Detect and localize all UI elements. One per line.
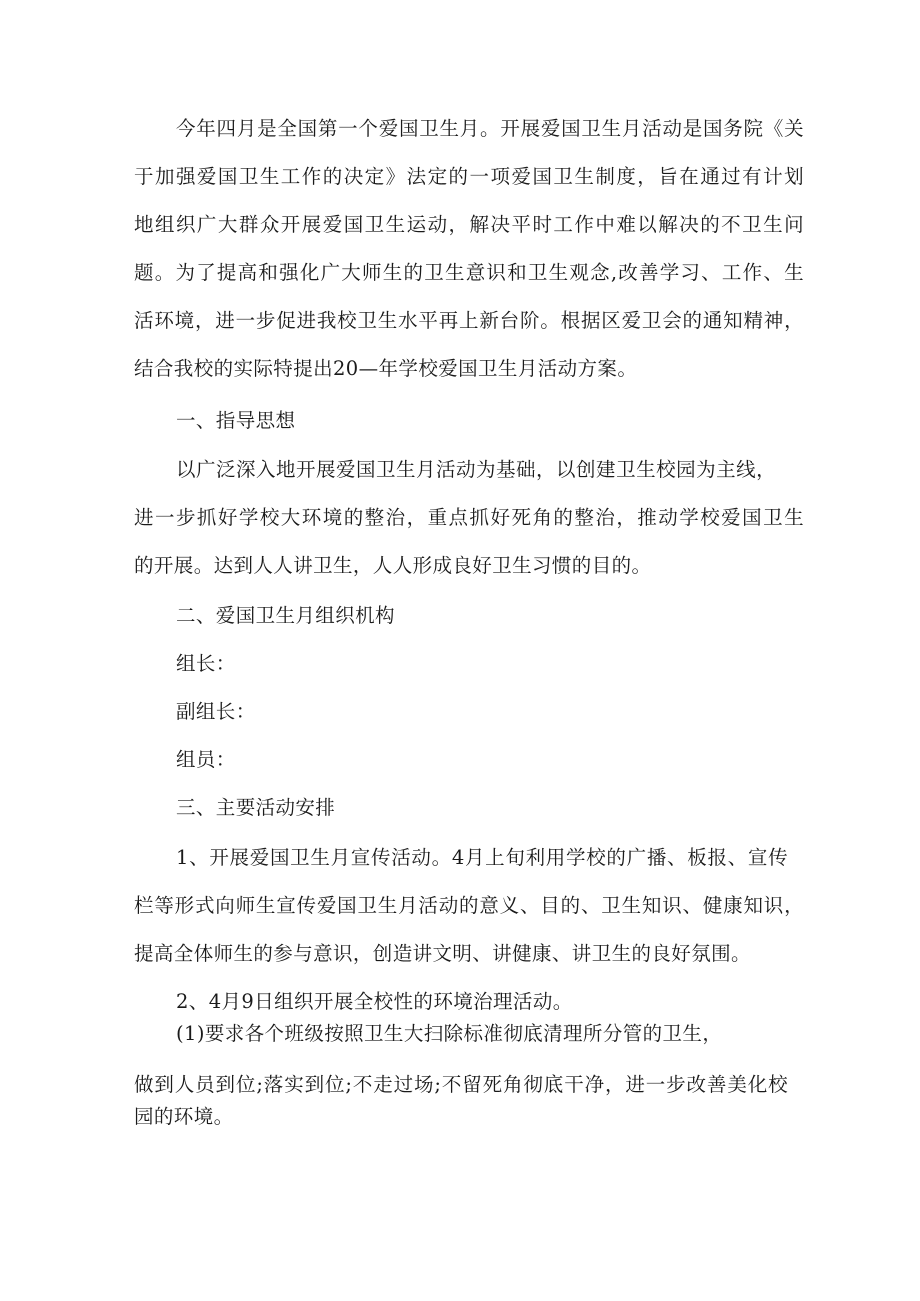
org-leader: 组长： (176, 652, 236, 675)
section3-heading: 三、主要活动安排 (176, 796, 336, 819)
item2-sub: (1)要求各个班级按照卫生大扫除标准彻底清理所分管的卫生， (176, 1022, 723, 1045)
item2-line-1: 做到人员到位;落实到位;不走过场;不留死角彻底干净，进一步改善美化校 (134, 1073, 788, 1096)
intro-line-2: 于加强爱国卫生工作的决定》法定的一项爱国卫生制度，旨在通过有计划 (134, 165, 804, 188)
section1-line-1: 以广泛深入地开展爱国卫生月活动为基础，以创建卫生校园为主线， (176, 458, 776, 481)
intro-line-4: 题。为了提高和强化广大师生的卫生意识和卫生观念,改善学习、工作、生 (134, 261, 804, 284)
item2-line-2: 园的环境。 (134, 1105, 234, 1128)
item1-line-3: 提高全体师生的参与意识，创造讲文明、讲健康、讲卫生的良好氛围。 (134, 942, 751, 965)
intro-line-1: 今年四月是全国第一个爱国卫生月。开展爱国卫生月活动是国务院《关 (176, 117, 804, 140)
intro-line-3: 地组织广大群众开展爱国卫生运动，解决平时工作中难以解决的不卫生问 (134, 213, 804, 236)
section1-heading: 一、指导思想 (176, 409, 296, 432)
org-members: 组员： (176, 748, 236, 771)
intro-line-6: 结合我校的实际特提出20—年学校爱国卫生月活动方案。 (134, 357, 638, 380)
item2-title: 2、4月9日组织开展全校性的环境治理活动。 (176, 990, 573, 1013)
intro-line-5: 活环境，进一步促进我校卫生水平再上新台阶。根据区爱卫会的通知精神， (134, 309, 804, 332)
section1-line-3: 的开展。达到人人讲卫生，人人形成良好卫生习惯的目的。 (134, 554, 652, 577)
org-deputy-leader: 副组长： (176, 700, 256, 723)
section1-line-2: 进一步抓好学校大环境的整治，重点抓好死角的整治，推动学校爱国卫生 (134, 506, 804, 529)
section2-heading: 二、爱国卫生月组织机构 (176, 604, 395, 627)
item1-line-2: 栏等形式向师生宣传爱国卫生月活动的意义、目的、卫生知识、健康知识， (134, 894, 804, 917)
item1-line-1: 1、开展爱国卫生月宣传活动。4月上旬利用学校的广播、板报、宣传 (176, 846, 788, 869)
